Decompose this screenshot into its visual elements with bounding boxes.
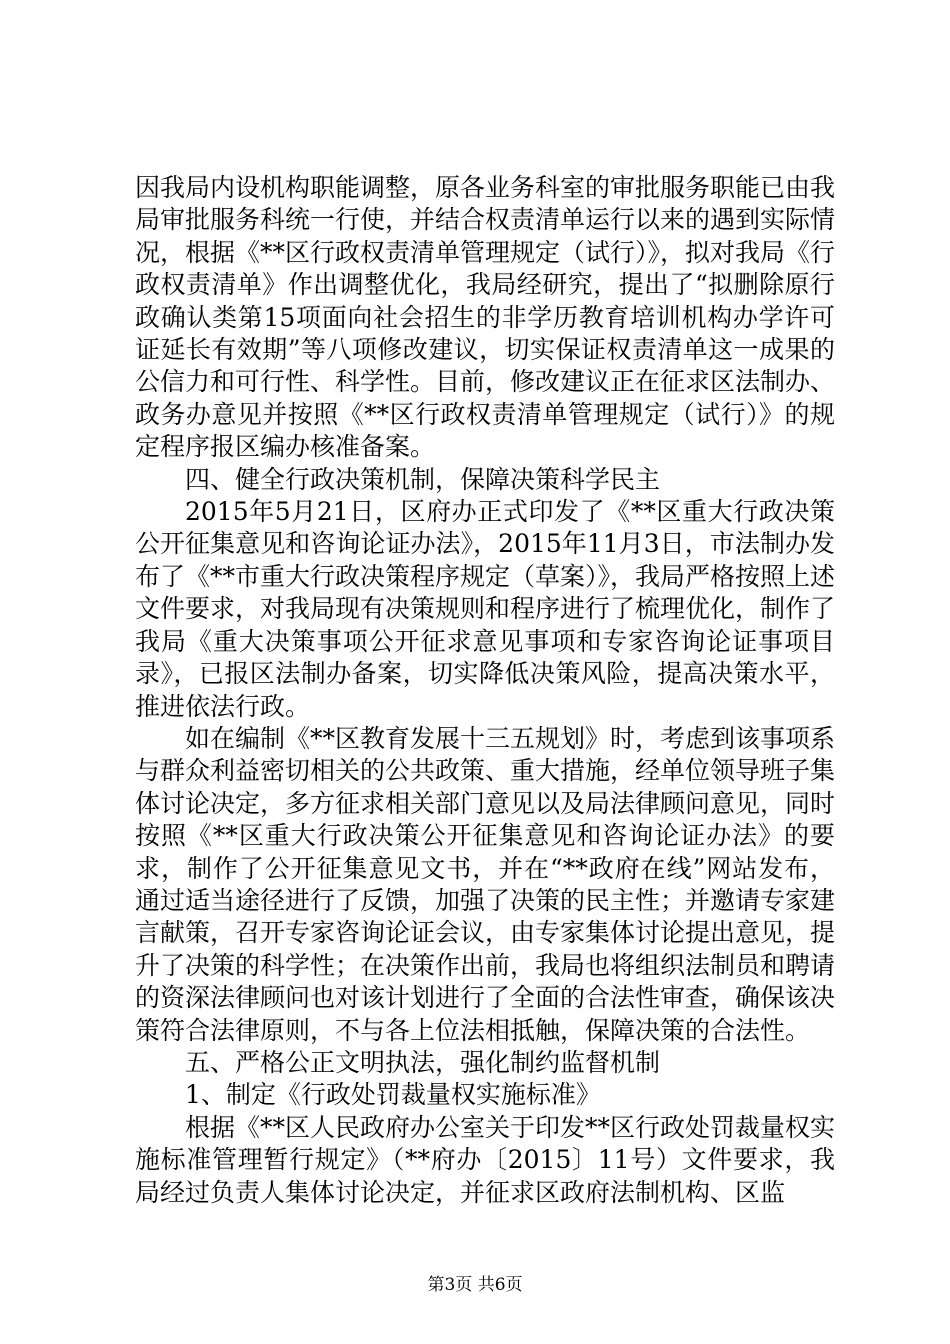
section-heading-5: 五、严格公正文明执法，强化制约监督机制 — [185, 1047, 661, 1077]
paragraph-1: 因我局内设机构职能调整，原各业务科室的审批服务职能已由我局审批服务科统一行使，并结合权责清单运行以来的遇到实际情况，根据《**区行政权责清单管理规定（试行）》，拟对我局《行政权责清单》作出调整优化，我局经研究，提出了“拟删除原行政确认类第15项面向社会招生的非学历教育培训机构办学许可证延长有效期”等八项修改建议，切实保证权责清单这一成果的公信力和可行性、科学性。目前，修改建议正在征求区法制办、政务办意见并按照《**区行政权责清单管理规定（试行）》的规定程序报区编办核准备案。 — [135, 173, 836, 462]
paragraph-4: 根据《**区人民政府办公室关于印发**区行政处罚裁量权实施标准管理暂行规定》（**府办〔2015〕11号）文件要求，我局经过负责人集体讨论决定，并征求区政府法制机构、区监 — [135, 1112, 836, 1207]
page-footer: 第3页 共6页 — [427, 1275, 523, 1295]
section-heading-4: 四、健全行政决策机制，保障决策科学民主 — [185, 464, 661, 494]
subsection-heading-1: 1、制定《行政处罚裁量权实施标准》 — [185, 1080, 601, 1110]
document-body — [135, 172, 835, 1209]
paragraph-3: 如在编制《**区教育发展十三五规划》时，考虑到该事项系与群众利益密切相关的公共政策、重大措施，经单位领导班子集体讨论决定，多方征求相关部门意见以及局法律顾问意见，同时按照《**区重大行政决策公开征集意见和咨询论证办法》的要求，制作了公开征集意见文书，并在“**政府在线”网站发布，通过适当途径进行了反馈，加强了决策的民主性；并邀请专家建言献策，召开专家咨询论证会议，由专家集体讨论提出意见，提升了决策的科学性；在决策作出前，我局也将组织法制员和聘请的资深法律顾问也对该计划进行了全面的合法性审查，确保该决策符合法律原则，不与各上位法相抵触，保障决策的合法性。 — [135, 723, 836, 1045]
paragraph-2: 2015年5月21日，区府办正式印发了《**区重大行政决策公开征集意见和咨询论证办法》，2015年11月3日，市法制办发布了《**市重大行政决策程序规定（草案）》，我局严格按照上述文件要求，对我局现有决策规则和程序进行了梳理优化，制作了我局《重大决策事项公开征求意见事项和专家咨询论证事项目录》，已报区法制办备案，切实降低决策风险，提高决策水平，推进依法行政。 — [135, 497, 836, 721]
